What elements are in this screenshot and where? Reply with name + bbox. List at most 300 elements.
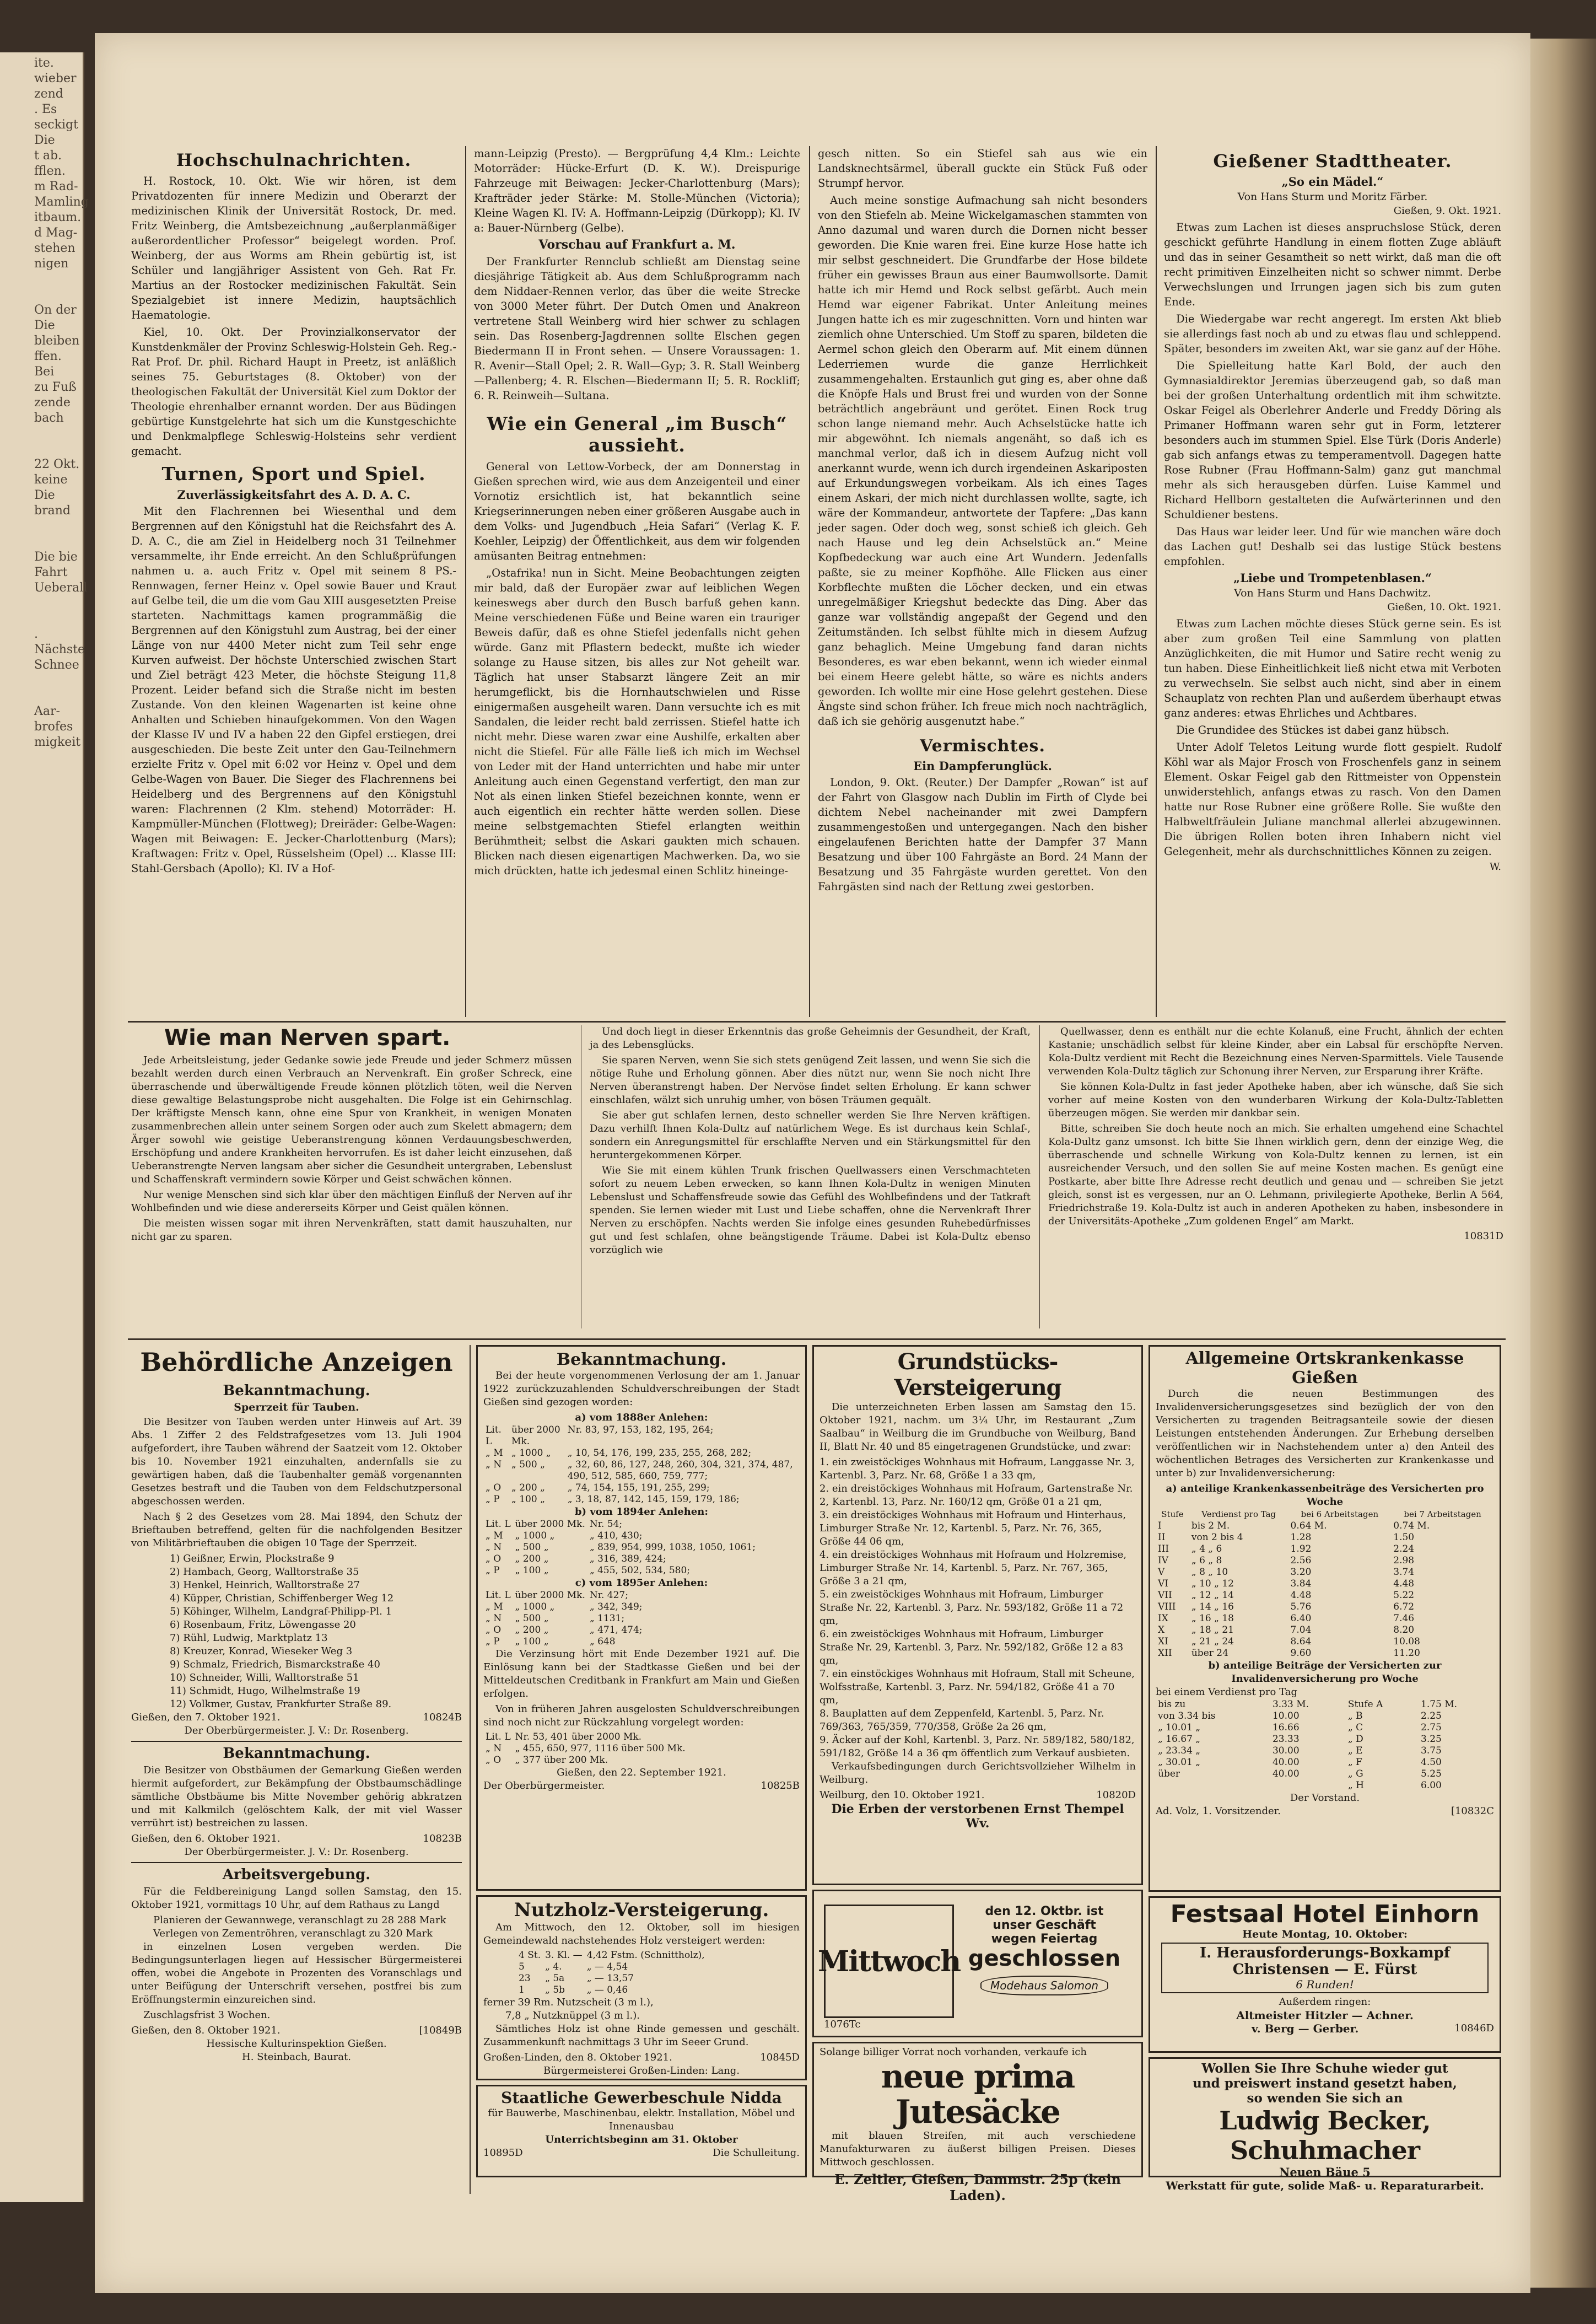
- table-row: [1156, 1624, 1494, 1636]
- list-item: 5. ein zweistöckiges Wohnhaus mit Hofraum, Limburger Straße Nr. 22, Kartenbl. 3, Parz. Nr. 593/182, Größe 11 a 72 qm,: [819, 1589, 1124, 1627]
- notice-date: Gießen, den 6. Oktober 1921.: [131, 1833, 281, 1844]
- table-cell: „ N: [486, 1743, 502, 1754]
- table-cell: Nr. 427;: [589, 1590, 628, 1601]
- headline-turnen-sport: Turnen, Sport und Spiel.: [161, 463, 426, 485]
- subheadline: Zuverlässigkeitsfahrt des A. D. A. C.: [177, 488, 411, 502]
- table-cell: 0.64 M.: [1290, 1520, 1327, 1531]
- timber-line: ferner 39 Rm. Nutzscheit (3 m l.),: [483, 1997, 654, 2008]
- table-cell: „ P: [486, 1494, 500, 1505]
- table-cell: „ 4 „ 6: [1191, 1543, 1222, 1554]
- table-cell: „ 100 „: [511, 1494, 545, 1505]
- table-cell: bis zu: [1158, 1699, 1186, 1710]
- table-cell: 2.98: [1393, 1555, 1415, 1566]
- table-header-cell: bei 6 Arbeitstagen: [1301, 1509, 1379, 1519]
- ad-code: 10846D: [1454, 2022, 1494, 2034]
- table-cell: „ N: [486, 1459, 502, 1470]
- notice-signature: Der Oberbürgermeister. J. V.: Dr. Rosenberg.: [184, 1846, 409, 1858]
- ad-signature: Die Erben der verstorbenen Ernst Thempel Wv.: [831, 1802, 1124, 1831]
- table-cell: von 2 bis 4: [1191, 1532, 1243, 1543]
- article-paragraph: Die Spielleitung hatte Karl Bold, der auch den Gymnasialdirektor Jeremias überzeugend gab, so daß man bei der großen Unterhaltung ordentlich mit ihm schwitzte. Oskar Feigel als Oberlehrer Anderle und Freddy Döring als Primaner Hoffmann waren sehr gut in Form, letzterer besonders auch im stummen Spiel. Else Türk (Doris Anderle) gab sich anfangs etwas zu temperamentvoll. Dagegen hatte Rose Rubner (Frau Hoffmann-Salm) ganz gut manchmal mehr als sich herausgeben dürfen. Luise Kammel und Richard Hellborn gestalteten die Aufwärterinnen und den Schuldiener bestens.: [1164, 359, 1501, 521]
- table-cell: 2.75: [1421, 1722, 1442, 1733]
- article-paragraph: mann-Leipzig (Presto). — Bergprüfung 4,4 Klm.: Leichte Motorräder: Hücke-Erfurt (D. K. W.). Dreispurige Fahrzeuge mit Beiwagen: Jecker-Charlottenburg (Mars); Krafträder jeder Stärke: M. Stolle-München (Victoria); Kleine Wagen Kl. IV: A. Hoffmann-Leipzig (Dürkopp); Kl. IV a: Bauer-Nürnberg (Gelbe).: [474, 147, 800, 234]
- ad-title: neue prima Jutesäcke: [881, 2058, 1075, 2131]
- ad-title: Ludwig Becker, Schuhmacher: [1219, 2106, 1431, 2165]
- table-cell: „ 14 „ 16: [1191, 1601, 1234, 1612]
- table-cell: 40.00: [1272, 1768, 1300, 1779]
- column-rule: [465, 146, 466, 1017]
- ad-footer: [483, 2147, 800, 2160]
- table-cell: Nr. 53, 401 über 2000 Mk.: [515, 1731, 642, 1742]
- series-heading: c) vom 1895er Anlehen:: [575, 1577, 708, 1589]
- table-cell: Nr. 83, 97, 153, 182, 195, 264;: [567, 1424, 714, 1435]
- article-paragraph: „Ostafrika! nun in Sicht. Meine Beobachtungen zeigten mir bald, daß der Europäer zwar auf leiblichen Wegen keineswegs aber durch den Busch barfuß gehen kann. Meine verschiedenen Füße und Beine waren ein trauriger Beweis dafür, daß es ohne Stiefel jedenfalls nicht gehen würde. Ganz mit Pflastern bedeckt, mußte ich wieder solange zu Hause sitzen, bis alles zur Not geheilt war. Täglich hat unser Stabsarzt längere Zeit an mir herumgeflickt, bis die Hornhautschwielen und Risse einigermaßen ausgeheilt waren. Dann versuchte ich es mit Sandalen, die leider recht bald zerrissen. Stiefel hatte ich nicht mehr. Diese waren zwar eine Aushilfe, erkalten aber nicht die Stiefel. Für alle Fälle ließ ich mich im Wechsel von Leder mit der Hand unterrichten und habe mir unter Anleitung auch einen Gegenstand verfertigt, den man zur Not als einen linken Stiefel bezeichnen konnte, wenn er auch eigentlich ein rechter hätte werden sollen. Diese meine selbstgemachten Stiefel erlangten weithin Berühmtheit; selbst die Askari gaukten mich schauen. Blicken nach diesen eigenartigen Machwerken. Da, wo sie mich drückten, hatte ich jedesmal einen Schlitz hineinge-: [474, 567, 800, 877]
- section-rule: [128, 1021, 1506, 1023]
- mittwoch-frame: [817, 1905, 961, 2018]
- article-paragraph: Mit den Flachrennen bei Wiesenthal und dem Bergrennen auf den Königstuhl hat die Reichsfahrt des A. D. A. C., die am Ziel in Heidelberg noch 31 Teilnehmer versammelte, ihr Ende erreicht. An den Schlußprüfungen nahmen u. a. auch Fritz v. Opel mit seinem 8 PS.-Rennwagen, ferner Heinz v. Opel sowie Bauer und Kraut auf Gelbe teil, die um die vom Gau XIII ausgesetzten Preise starteten. Nachmittags kamen programmäßig die Bergrennen auf den Königstuhl zum Austrag, bei der einer Länge von nur 4400 Meter nicht zum Teil sehr enge Kurven aufweist. Der höchste Unterschied zwischen Start und Ziel beträgt 423 Meter, die höchste Steigung 11,8 Prozent. Leider befand sich die Straße nicht im besten Zustande. Von den kleinen Wagenarten ist keine ohne Anhalten und Schieben hinaufgekommen. Von den Wagen der Klasse IV und IV a haben 22 den Gipfel erstiegen, drei ausgeschieden. Die beste Zeit unter den Gau-Teilnehmern erzielte Fritz v. Opel mit 6:02 vor Heinz v. Opel und dem Gelbe-Wagen von Bauer. Die Sieger des Flachrennens bei Heidelberg und des Bergrennens auf den Königstuhl waren: Flachrennen (2 Klm. stehend) Motorräder: H. Kampmüller-München (Flottweg); Dreiräder: Gelbe-Wagen: Wagen mit Beiwagen: E. Jecker-Charlottenburg (Mars); Kraftwagen: Fritz v. Opel, Rüsselsheim (Opel) ... Klasse III: Stahl-Gersbach (Apollo); Kl. IV a Hof-: [131, 505, 456, 875]
- notice-date: Großen-Linden, den 8. Oktober 1921.: [483, 2052, 672, 2063]
- table-cell: Lit. L: [486, 1731, 511, 1742]
- table-heading: bei einem Verdienst pro Tag: [1156, 1686, 1297, 1698]
- notice-footer: [483, 1779, 800, 1793]
- table-row: [1156, 1543, 1494, 1555]
- ad-text: für Bauwerbe, Maschinenbau, elektr. Installation, Möbel und Innenausbau: [488, 2107, 795, 2132]
- table-row: [516, 1950, 707, 1961]
- table-heading: b) anteilige Beiträge der Versicherten zur Invalidenversicherung pro Woche: [1208, 1660, 1442, 1685]
- table-cell: „ O: [486, 1553, 502, 1564]
- table-cell: über: [1158, 1768, 1180, 1779]
- ad-line: wegen Feiertag: [991, 1932, 1098, 1946]
- event-line: Christensen — E. Fürst: [1232, 1961, 1417, 1978]
- table-cell: III: [1158, 1543, 1169, 1554]
- table-cell: XI: [1158, 1636, 1168, 1647]
- table-row: [1156, 1768, 1494, 1780]
- table-row: [483, 1448, 800, 1459]
- section-title: Behördliche Anzeigen: [140, 1347, 453, 1377]
- notice-heading: Arbeitsvergebung.: [222, 1866, 371, 1883]
- column-1: [131, 146, 456, 1017]
- notice-code: 10825B: [761, 1780, 800, 1792]
- ad-line: geschlossen: [968, 1946, 1121, 1971]
- table-row: [1156, 1578, 1494, 1590]
- article-paragraph: Auch meine sonstige Aufmachung sah nicht besonders von den Stiefeln ab. Meine Wickelgamaschen stammten von Anno dazumal und waren durch die Dornen nicht besser geworden. Die Knie waren frei. Eine kurze Hose hatte ich mir selbst geschneidert. Die Grundfarbe der Hose bildete früher ein gewisses Braun aus einer Baumwollsorte. Damit hatte ich mir Hemd und Rock selbst gefärbt. Auch mein Hemd war eigener Fabrikat. Unter Anleitung meines Jungen hatte ich es mir zugeschnitten. Vorn und hinten war ziemlich ohne Unterschied. Um Stoff zu sparen, bildeten die Aermel schon gleich den Oberarm auf. Mit einem dünnen Lederriemen wurde die ganze Herrlichkeit zusammengehalten. Erstaunlich gut ging es, aber ohne daß die Knöpfe Hals und Brust frei und wurden von der Sonne beträchtlich angebräunt und gerötet. Einen Rock trug schon lange niemand mehr. Auch Achselstücke hatte ich mir abgewöhnt. Ich niemals angenäht, so daß ich es manchmal verlor, daß ich in diesem Aufzug nicht voll anerkannt wurde, wenn ich durch irgendeinen Askariposten auf Erkundungswegen vorbeikam. Als ich eines Tages einem Askari, der mich nicht durchlassen wollte, sagte, ich wäre der Kommandeur, antwortete der Tapfere: „Das kann jeder sagen. Oder doch weg, sonst schieß ich gleich. Geh nach Hause und leg dein Achselstück an.“ Meine Kopfbedeckung war auch eine Art Wundern. Jedenfalls paßte, sie zu meiner Kopfhöhe. Alle Flicken aus einer Korbflechte mußten die Löcher decken, und ein etwas unregelmäßiger Kriegshut bedeckte das Ding. Aber das ganze war vollständig angepaßt der Gegend und den Zeitumständen. Ich selbst fühlte mich in diesem Aufzug ganz behaglich. Meine Umgebung fand daran nichts Besonderes, es war eben bekannt, wenn ich wieder einmal bei einem Heere gelebt hätte, so wäre es nichts anders geworden. Ich wollte mir eine Hose gelehrt gestehen. Diese Ängste sind schon früher. Ich freue mich noch nachträglich, daß ich sie gehörig ausgenutzt habe.“: [818, 194, 1147, 728]
- notice-paragraph: Für die Feldbereinigung Langd sollen Samstag, den 15. Oktober 1921, vormittags 10 Uhr, auf dem Rathaus zu Langd: [131, 1886, 462, 1911]
- notice-paragraph: Am Mittwoch, den 12. Oktober, soll im hiesigen Gemeindewald nachstehendes Holz versteigert werden:: [483, 1922, 800, 1946]
- table-cell: „ 200 „: [515, 1624, 549, 1636]
- table-cell: „ F: [1347, 1757, 1362, 1768]
- article-paragraph: Unter Adolf Teletos Leitung wurde flott gespielt. Rudolf Köhl war als Major Frosch von Froschenfels ganz in seinem Element. Oskar Feigel gab den Rittmeister von Oppenstein unwiderstehlich, anfangs etwas zu rasch. Von den Damen hatte nur Rose Rubner eine größere Rolle. Sie wußte den Halbweltfräulein Juliane manchmal allerlei abzugewinnen. Die übrigen Rollen boten ihren Inhabern nicht viel Gelegenheit, mehr als durchschnittliches Können zu zeigen.: [1164, 741, 1501, 858]
- ad-date: Heute Montag, 10. Oktober:: [1242, 1928, 1408, 1940]
- table-cell: Lit. L: [486, 1519, 511, 1530]
- table-cell: „ 10, 54, 176, 199, 235, 255, 268, 282;: [567, 1448, 752, 1459]
- table-header-cell: Stufe: [1161, 1509, 1184, 1519]
- article-paragraph: Kiel, 10. Okt. Der Provinzialkonservator der Kunstdenkmäler der Provinz Schleswig-Holstein Geh. Reg.-Rat Prof. Dr. phil. Richard Haupt in Preetz, ist anläßlich seines 75. Geburtstages (8. Oktober) von der theologischen Fakultät der Universität Kiel zum Doktor der Theologie ehrenhalber ernannt worden. Der aus Büdingen gebürtige Kunstgelehrte hat sich um die Kunstgeschichte und Denkmalpflege Schleswig-Holsteins sehr verdient gemacht.: [131, 326, 456, 458]
- table-cell: 1.92: [1290, 1543, 1312, 1554]
- table-cell: 3.25: [1421, 1734, 1442, 1745]
- column-rule: [1039, 1025, 1040, 1328]
- list-item: 5) Köhinger, Wilhelm, Landgraf-Philipp-Pl. 1: [170, 1606, 392, 1617]
- table-row: [483, 1530, 758, 1542]
- table-cell: „ 18 „ 21: [1191, 1624, 1234, 1636]
- notice-paragraph: Sämtliches Holz ist ohne Rinde gemessen und geschält. Zusammenkunft nachmittags 3 Uhr im Seeer Grund.: [483, 2023, 800, 2048]
- health-insurance-notice: [1149, 1345, 1501, 1892]
- column-4: [1164, 146, 1501, 1017]
- jute-sacks-ad: [812, 2042, 1143, 2203]
- table-cell: IX: [1158, 1613, 1168, 1624]
- table-cell: „ 648: [589, 1636, 616, 1647]
- column-rule: [1156, 146, 1157, 1017]
- contribution-table: [1156, 1509, 1494, 1659]
- table-cell: V: [1158, 1567, 1165, 1578]
- bond-drawing-notice: [476, 1345, 807, 1891]
- ad-code: 10895D: [483, 2147, 523, 2159]
- table-cell: „ D: [1347, 1734, 1363, 1745]
- table-row: [483, 1601, 645, 1613]
- pigeon-owner-list: [131, 1552, 462, 1711]
- table-cell: „ 100 „: [515, 1565, 549, 1576]
- notice-footer: [131, 1832, 462, 1846]
- table-cell: 3.74: [1393, 1567, 1415, 1578]
- notice-heading: Bekanntmachung.: [223, 1745, 370, 1762]
- table-cell: „ O: [486, 1624, 502, 1636]
- table-cell: 6.00: [1421, 1780, 1442, 1791]
- table-row: [483, 1636, 645, 1648]
- table-cell: „ M: [486, 1530, 503, 1541]
- bond-table-1888: [483, 1424, 800, 1505]
- table-cell: Lit. L: [486, 1424, 502, 1447]
- ad-line: so wenden Sie sich an: [1247, 2091, 1403, 2106]
- table-cell: 7.46: [1393, 1613, 1415, 1624]
- table-heading: a) anteilige Krankenkassenbeiträge des Versicherten pro Woche: [1166, 1483, 1484, 1508]
- table-cell: 4,42 Fstm. (Schnittholz),: [586, 1950, 705, 1961]
- table-cell: 3.75: [1421, 1745, 1442, 1756]
- property-auction-ad: [812, 1345, 1143, 1885]
- table-cell: „ O: [486, 1482, 502, 1493]
- article-paragraph: Etwas zum Lachen möchte dieses Stück gerne sein. Es ist aber zum großen Teil eine Sammlung von platten Anzüglichkeiten, die mit Humor und Satire recht wenig zu tun haben. Diese Einheitlichkeit ließ nicht etwa mit Verboten zu verwechseln. Sie selbst auch nicht, sind aber in einem Schauplatz von rechten Plan und außerdem überhaupt etwas ganz anderes: etwas Ehrliches und Achtbares.: [1164, 617, 1501, 719]
- notice-code: 10845D: [760, 2052, 800, 2063]
- table-row: [1156, 1567, 1494, 1578]
- table-cell: „ — 13,57: [586, 1973, 634, 1984]
- kola-column-3: [1048, 1025, 1503, 1245]
- table-cell: „ O: [486, 1755, 502, 1766]
- table-row: [483, 1624, 645, 1636]
- list-item: 7) Rühl, Ludwig, Marktplatz 13: [170, 1632, 328, 1644]
- table-cell: 23: [519, 1973, 531, 1984]
- table-cell: 4.48: [1393, 1578, 1415, 1589]
- table-cell: 7.04: [1290, 1624, 1312, 1636]
- mittwoch-text: [962, 1905, 1127, 1995]
- table-row: [1156, 1590, 1494, 1601]
- table-cell: Lit. L: [486, 1590, 511, 1601]
- table-cell: „ 1000 „: [515, 1530, 555, 1541]
- table-cell: 2.25: [1421, 1710, 1442, 1722]
- table-cell: „ 21 „ 24: [1191, 1636, 1234, 1647]
- list-item: 6. ein zweistöckiges Wohnhaus mit Hofraum, Limburger Straße Nr. 29, Kartenbl. 3, Parz. Nr. 592/182, Größe 12 a 83 qm,: [819, 1628, 1124, 1666]
- ad-text: Solange billiger Vorrat noch vorhanden, verkaufe ich: [819, 2046, 1087, 2058]
- work-items: [131, 1914, 462, 1940]
- page-edge: [1530, 39, 1596, 2288]
- ad-paragraph: Und doch liegt in dieser Erkenntnis das große Geheimnis der Gesundheit, der Kraft, ja des Lebensglücks.: [590, 1026, 1031, 1051]
- table-cell: 1.50: [1393, 1532, 1415, 1543]
- ad-paragraph: Sie können Kola-Dultz in fast jeder Apotheke haben, aber ich wünsche, daß Sie sich vorher auf meine Kosten von den wunderbaren Wirkung der Kola-Dultz-Tabletten überzeugen mögen. Sie werden mir dankbar sein.: [1048, 1081, 1503, 1119]
- table-cell: „ 500 „: [511, 1459, 545, 1470]
- modehaus-closed-ad: [812, 1890, 1143, 2037]
- table-cell: „ 500 „: [515, 1613, 549, 1624]
- table-cell: „ H: [1347, 1780, 1364, 1791]
- notice-code: 10823B: [423, 1833, 462, 1844]
- boxing-event-ad: [1149, 1896, 1501, 2053]
- table-cell: 16.66: [1272, 1722, 1300, 1733]
- byline: Von Hans Sturm und Hans Dachwitz.: [1234, 587, 1431, 599]
- table-cell: „ 74, 154, 155, 191, 255, 299;: [567, 1482, 710, 1493]
- table-cell: „ 3, 18, 87, 142, 145, 159, 179, 186;: [567, 1494, 740, 1505]
- behoerdliche-anzeigen: [131, 1345, 462, 2194]
- table-cell: 5.22: [1393, 1590, 1415, 1601]
- ad-paragraph: Verkaufsbedingungen durch Gerichtsvollzieher Wilhelm in Weilburg.: [819, 1761, 1136, 1785]
- table-cell: 5.76: [1290, 1601, 1312, 1612]
- table-cell: „ 23.34 „: [1158, 1745, 1201, 1756]
- table-cell: 10.00: [1272, 1710, 1300, 1722]
- table-cell: „ 12 „ 14: [1191, 1590, 1234, 1601]
- table-row: [483, 1459, 800, 1482]
- dateline: Gießen, 10. Okt. 1921.: [1387, 601, 1501, 613]
- list-item: 1) Geißner, Erwin, Plockstraße 9: [170, 1553, 335, 1564]
- article-paragraph: Der Frankfurter Rennclub schließt am Dienstag seine diesjährige Tätigkeit ab. Aus dem Schlußprogramm nach dem Niddaer-Rennen verlor, das über die weite Strecke von 3000 Meter führt. Der Dutch Omen und Anakreon vertretene Stall Weinberg wird hier schwer zu schlagen sein. Das Rosenberg-Jagdrennen sollte Elschen gegen Biedermann II in Front sehen. — Unsere Voraussagen: 1. R. Avenir—Stall Opel; 2. R. Wall—Gyp; 3. R. Stall Weinberg—Pallenberg; 4. R. Elschen—Biedermann II; 5. R. Rockliff; 6. R. Reinweih—Sultana.: [474, 255, 800, 402]
- kola-headline: Wie man Nerven spart.: [164, 1025, 451, 1051]
- ad-paragraph: mit blauen Streifen, mit auch verschiedene Manufakturwaren zu äußerst billigen Preisen. Dieses Mittwoch geschlossen.: [819, 2130, 1136, 2168]
- notice-paragraph: Nach § 2 des Gesetzes vom 28. Mai 1894, den Schutz der Brieftauben betreffend, gelten für die nachfolgenden Besitzer von Militärbrieftauben die obigen 10 Tage der Sperrzeit.: [131, 1511, 462, 1549]
- table-cell: „ 100 „: [515, 1636, 549, 1647]
- play-title: „Liebe und Trompetenblasen.“: [1233, 571, 1432, 585]
- table-cell: „ 839, 954, 999, 1038, 1050, 1061;: [589, 1542, 756, 1553]
- table-cell: 8.20: [1393, 1624, 1415, 1636]
- signature: W.: [1489, 861, 1501, 873]
- table-cell: 2.56: [1290, 1555, 1312, 1566]
- event-line: Altmeister Hitzler — Achner.: [1236, 2009, 1414, 2022]
- notice-signature: Hessische Kulturinspektion Gießen.: [206, 2038, 387, 2049]
- list-item: 12) Volkmer, Gustav, Frankfurter Straße 89.: [170, 1698, 392, 1710]
- table-row: [483, 1731, 688, 1743]
- shoemaker-ad: [1149, 2057, 1501, 2192]
- table-header-cell: Verdienst pro Tag: [1201, 1509, 1276, 1519]
- ad-paragraph: Bitte, schreiben Sie doch heute noch an mich. Sie erhalten umgehend eine Schachtel Kola-Dultz ganz umsonst. Ich bitte Sie Ihnen wirklich gern, denn der einzige Weg, die überraschende und schnelle Wirkung von Kola-Dultz kennen zu lernen, ist ein ausreichender Versuch, und den sollen Sie auf meine Kosten machen. Es genügt eine Postkarte, aber bitte Ihre Adresse recht deutlich und genau und — schreiben Sie jetzt gleich, sonst ist es vergessen, nur an O. Lehmann, privilegierte Apotheke, Berlin A 564, Friedrichstraße 19. Kola-Dultz ist auch in anderen Apotheken zu haben, insbesondere in der Universitäts-Apotheke „Zum goldenen Engel“ am Markt.: [1048, 1123, 1503, 1227]
- table-row: [483, 1590, 645, 1601]
- table-cell: „ 471, 474;: [589, 1624, 643, 1636]
- table-cell: 23.33: [1272, 1734, 1300, 1745]
- table-cell: „ M: [486, 1601, 503, 1612]
- byline: Von Hans Sturm und Moritz Färber.: [1237, 191, 1428, 203]
- table-row: [1156, 1699, 1494, 1710]
- table-cell: „ — 4,54: [586, 1961, 628, 1972]
- notice-signature: Ad. Volz, 1. Vorsitzender.: [1156, 1805, 1281, 1817]
- table-row: [516, 1961, 707, 1973]
- table-cell: „ E: [1347, 1745, 1363, 1756]
- notice-paragraph: Bei der heute vorgenommenen Verlosung der am 1. Januar 1922 zurückzuzahlenden Schuldverschreibungen der Stadt Gießen sind gezogen worden:: [483, 1370, 800, 1408]
- notice-code: [10849B: [419, 2025, 462, 2036]
- table-cell: 4.50: [1421, 1757, 1442, 1768]
- table-cell: 2.24: [1393, 1543, 1415, 1554]
- table-cell: „ 410, 430;: [589, 1530, 643, 1541]
- table-header-cell: bei 7 Arbeitstagen: [1404, 1509, 1481, 1519]
- notice-date: Gießen, den 8. Oktober 1921.: [131, 2025, 281, 2036]
- ad-line: und preiswert instand gesetzt haben,: [1193, 2076, 1457, 2091]
- list-item: 4) Küpper, Christian, Schiffenberger Weg 12: [170, 1593, 394, 1604]
- article-paragraph: H. Rostock, 10. Okt. Wie wir hören, ist dem Privatdozenten für innere Medizin und Oberarzt der medizinischen Klinik der Universität Rostock, Dr. med. Fritz Weinberg, die Amtsbezeichnung „außerplanmäßiger außerordentlicher Professor“ beigelegt worden. Prof. Weinberg, der aus Worms am Rhein gebürtig ist, ist Schüler und langjähriger Assistent von Geh. Rat Fr. Martius an der Rostocker medizinischen Fakultät. Sein Spezialgebiet ist innere Medizin, hauptsächlich Haematologie.: [131, 175, 456, 321]
- bond-table-outstanding: [483, 1731, 688, 1766]
- table-row: [1156, 1555, 1494, 1567]
- ad-big-word: Mittwoch: [817, 1944, 961, 1978]
- table-cell: IV: [1158, 1555, 1168, 1566]
- table-row: [1156, 1722, 1494, 1734]
- list-item: 4. ein dreistöckiges Wohnhaus mit Hofraum und Holzremise, Limburger Straße Nr. 14, Kartenbl. 5, Parz. Nr. 767, 365, Größe 3 a 21 qm,: [819, 1549, 1127, 1587]
- table-cell: 3.84: [1290, 1578, 1312, 1589]
- table-cell: „ 8 „ 10: [1191, 1567, 1228, 1578]
- notice-paragraph: in einzelnen Losen vergeben werden. Die Bedingungsunterlagen liegen auf Hessischer Bürgermeisterei offen, wobei die Angebote in Prozenten des Voranschlags und unter Beifügung der Unterschrift versehen, postfrei bis zum Eröffnungstermin einzureichen sind.: [131, 1941, 462, 2005]
- table-cell: 6.40: [1290, 1613, 1312, 1624]
- bond-table-1894: [483, 1519, 758, 1577]
- table-cell: „ 10.01 „: [1158, 1722, 1201, 1733]
- table-row: [1156, 1745, 1494, 1757]
- ad-paragraph: Sie sparen Nerven, wenn Sie sich stets genügend Zeit lassen, und wenn Sie sich die nötige Ruhe und Erholung gönnen. Aber dies nützt nur, wenn Sie noch nicht Ihre Nerven überanstrengt haben. Der Nervöse findet selten Erholung. Er kann schwer einschlafen, wälzt sich unruhig umher, von bösen Träumen gequält.: [590, 1055, 1031, 1106]
- ad-text: Unterrichtsbeginn am 31. Oktober: [545, 2134, 738, 2145]
- table-cell: „ 5b: [545, 1984, 565, 1995]
- table-row: [483, 1424, 800, 1448]
- event-line: I. Herausforderungs-Boxkampf: [1199, 1945, 1451, 1961]
- newspaper-page: [95, 33, 1530, 2293]
- column-rule: [470, 1345, 471, 2194]
- table-cell: „ 342, 349;: [589, 1601, 643, 1612]
- list-item: 3) Henkel, Heinrich, Walltorstraße 27: [170, 1579, 360, 1591]
- article-paragraph: Etwas zum Lachen ist dieses anspruchslose Stück, deren geschickt geführte Handlung in einem flotten Zuge abläuft und das in seiner Gesamtheit so nett wirkt, daß man die oft recht primitiven Einzelheiten nicht so schwer nimmt. Derbe Verwechslungen und Irrungen jagen sich bis zum guten Ende.: [1164, 221, 1501, 308]
- brand-logo: Modehaus Salomon: [980, 1976, 1108, 1995]
- table-row: [483, 1743, 688, 1755]
- notice-signature: H. Steinbach, Baurat.: [242, 2051, 351, 2063]
- ad-signature: Die Schulleitung.: [713, 2147, 800, 2159]
- table-cell: „ 16 „ 18: [1191, 1613, 1234, 1624]
- notice-paragraph: Von in früheren Jahren ausgelosten Schuldverschreibungen sind noch nicht zur Rückzahlung vorgelegt worden:: [483, 1703, 800, 1728]
- notice-footer: [131, 2024, 462, 2037]
- table-cell: „ N: [486, 1542, 502, 1553]
- table-row: [516, 1984, 707, 1996]
- table-cell: 8.64: [1290, 1636, 1312, 1647]
- table-row: [1156, 1601, 1494, 1613]
- table-cell: 0.74 M.: [1393, 1520, 1430, 1531]
- table-cell: 1.28: [1290, 1532, 1312, 1543]
- table-cell: [1156, 1780, 1270, 1792]
- list-item: Verlegen von Zementröhren, veranschlagt zu 320 Mark: [153, 1928, 433, 1939]
- subheadline: Ein Dampferunglück.: [913, 759, 1052, 773]
- ad-line: Werkstatt für gute, solide Maß- u. Reparaturarbeit.: [1166, 2179, 1484, 2192]
- ad-paragraph: Jede Arbeitsleistung, jeder Gedanke sowie jede Freude und jeder Schmerz müssen bezahlt werden durch einen Verbrauch an Nervenkraft. Ein großer Schreck, eine überraschende und überwältigende Freude können plötzlich töten, weil die Nerven diese gewaltige Belastungsprobe nicht ausgehalten. Die Folge ist ein Gehirnschlag. Der kräftigste Mensch kann, ohne eine Spur von Krankheit, in wenigen Monaten zusammenbrechen allein unter seinem Sorgen oder auch zum Skelett abmagern; dem Ärger sowohl wie geistige Ueberanstrengung können Verdauungsbeschwerden, Erschöpfung und andere Krankheiten hervorrufen. Es ist daher leicht einzusehen, daß Ueberanstrengte Nerven langsam aber sicher die Gesundheit untergraben, Lebenslust und Schaffenskraft vermindern sowie Körper und Geist schwächen können.: [131, 1055, 572, 1185]
- table-cell: „ P: [486, 1636, 500, 1647]
- table-cell: über 2000 Mk.: [515, 1519, 585, 1530]
- table-cell: II: [1158, 1532, 1166, 1543]
- series-heading: b) vom 1894er Anlehen:: [574, 1506, 709, 1518]
- table-cell: „ M: [486, 1448, 503, 1459]
- table-cell: „ 455, 650, 977, 1116 über 500 Mk.: [515, 1743, 686, 1754]
- table-row: [483, 1553, 758, 1565]
- table-cell: „ N: [486, 1613, 502, 1624]
- ad-paragraph: Wie Sie mit einem kühlen Trunk frischen Quellwassers einen Verschmachteten sofort zu neuem Leben erwecken, so kann Ihnen Kola-Dultz in wenigen Minuten Lebenslust und Schaffensfreude sowie das Gefühl des Wohlbefindens und der Tatkraft spenden. Sie lernen wieder mit Lust und Liebe schaffen, ohne die Nervenkraft Ihrer Nerven zu erschöpfen. Nachts werden Sie infolge eines gesunden Ruhebedürfnisses gut und fest schlafen, ohne beängstigende Träume. Dabei ist Kola-Dultz ebenso vorzüglich wie: [590, 1165, 1031, 1256]
- ad-code: 10831D: [1464, 1230, 1503, 1242]
- table-cell: „ — 0,46: [586, 1984, 628, 1995]
- table-cell: „ 316, 389, 424;: [589, 1553, 666, 1564]
- headline-vorschau: Vorschau auf Frankfurt a. M.: [538, 238, 736, 252]
- notice-date: Gießen, den 7. Oktober 1921.: [131, 1712, 281, 1723]
- ad-line: unser Geschäft: [993, 1918, 1096, 1932]
- kola-column-1: [131, 1025, 572, 1246]
- play-title: „So ein Mädel.“: [1281, 175, 1384, 189]
- table-cell: 3.20: [1290, 1567, 1312, 1578]
- article-paragraph: gesch nitten. So ein Stiefel sah aus wie ein Landsknechtsärmel, überall guckte ein Stück Fuß oder Strumpf hervor.: [818, 147, 1147, 190]
- table-cell: „ P: [486, 1565, 500, 1576]
- table-cell: 4 St.: [519, 1950, 541, 1961]
- notice-code: 10824B: [423, 1712, 462, 1723]
- timber-table: [516, 1950, 707, 1996]
- article-paragraph: General von Lettow-Vorbeck, der am Donnerstag in Gießen sprechen wird, wie aus dem Anzeigenteil und einer Vornotiz ersichtlich ist, hat bekanntlich seine Kriegserinnerungen neben einer größeren Ausgabe auch in dem Volks- und Jugendbuch „Heia Safari“ (Verlag K. F. Koehler, Leipzig) der Öffentlichkeit, aus dem wir folgenden amüsanten Beitrag entnehmen:: [474, 460, 800, 562]
- notice-paragraph: Zuschlagsfrist 3 Wochen.: [143, 2009, 271, 2021]
- list-item: 8) Kreuzer, Konrad, Wieseker Weg 3: [170, 1645, 353, 1657]
- table-row: [483, 1494, 800, 1505]
- table-cell: VIII: [1158, 1601, 1176, 1612]
- left-page-fragment: [0, 52, 89, 2202]
- ad-paragraph: Die unterzeichneten Erben lassen am Samstag den 15. Oktober 1921, nachm. um 3¼ Uhr, im Restaurant „Zum Saalbau“ in Weilburg die im Grundbuche von Weilburg, Band II, Blatt Nr. 40 und 85 eingetragenen Grundstücke, und zwar:: [819, 1401, 1136, 1452]
- event-line: Außerdem ringen:: [1279, 1996, 1371, 2008]
- table-cell: 3.33 M.: [1272, 1699, 1309, 1710]
- ad-code: 10820D: [1096, 1789, 1136, 1801]
- table-row: [1156, 1757, 1494, 1768]
- column-2: [474, 146, 800, 1017]
- table-cell: „ 5a: [545, 1973, 565, 1984]
- notice-heading: Allgemeine Ortskrankenkasse Gießen: [1185, 1349, 1464, 1387]
- notice-paragraph: Die Verzinsung hört mit Ende Dezember 1921 auf. Die Einlösung kann bei der Stadtkasse Gießen und bei der Mitteldeutschen Creditbank in Frankfurt am Main und Gießen erfolgen.: [483, 1648, 800, 1699]
- table-cell: „ 1000 „: [511, 1448, 551, 1459]
- table-cell: „ 1131;: [589, 1613, 625, 1624]
- table-row: [1156, 1520, 1494, 1532]
- table-row: [483, 1613, 645, 1624]
- ad-paragraph: Die meisten wissen sogar mit ihren Nervenkräften, statt damit hauszuhalten, nur nicht gar zu sparen.: [131, 1218, 572, 1242]
- ad-address: Neuen Bäue 5: [1279, 2165, 1371, 2179]
- ad-title: Staatliche Gewerbeschule Nidda: [501, 2089, 782, 2107]
- notice-paragraph: Die Besitzer von Obstbäumen der Gemarkung Gießen werden hiermit aufgefordert, zur Bekämpfung der Obstbaumschädlinge sämtliche Obstbäume bis Mitte November gehörig abkratzen und mit Kalkmilch (gelöschtem Kalk, der mit viel Wasser verrührt ist) bestreichen zu lassen.: [131, 1764, 462, 1829]
- table-cell: VII: [1158, 1590, 1172, 1601]
- table-cell: 9.60: [1290, 1648, 1312, 1659]
- column-rule: [809, 146, 810, 1017]
- table-header-row: [1156, 1509, 1494, 1520]
- notice-footer: [131, 1711, 462, 1724]
- notice-signature: Der Oberbürgermeister. J. V.: Dr. Rosenberg.: [184, 1725, 409, 1736]
- table-cell: „ 200 „: [515, 1553, 549, 1564]
- table-cell: 4.48: [1290, 1590, 1312, 1601]
- table-cell: „ 4.: [545, 1961, 562, 1972]
- ad-title: Grundstücks-Versteigerung: [894, 1349, 1061, 1401]
- series-heading: a) vom 1888er Anlehen:: [575, 1412, 708, 1423]
- notice-code: [10832C: [1451, 1805, 1494, 1817]
- ad-line: den 12. Oktbr. ist: [985, 1905, 1104, 1918]
- notice-signature: Der Oberbürgermeister.: [483, 1780, 605, 1792]
- ad-paragraph: Quellwasser, denn es enthält nur die echte Kolanuß, eine Frucht, ähnlich der echten Kastanie; unschädlich selbst für kleine Kinder, aber ein Labsal für erschöpfte Nerven. Kola-Dultz verdient mit Recht die Bezeichnung eines Nerven-Sparmittels. Viele Tausende verwenden Kola-Dultz täglich zur Schonung ihrer Nerven, zur Ersparung ihrer Kräfte.: [1048, 1026, 1503, 1077]
- table-cell: „ 6 „ 8: [1191, 1555, 1222, 1566]
- notice-paragraph: Durch die neuen Bestimmungen des Invalidenversicherungsgesetzes sind bezüglich der von den Versicherten zu tragenden Beitragsanteile sowie der diesen Leistungen entstehenden Änderungen. Zur Erhebung derselben veröffentlichen wir in Nachstehendem unter a) den Anteil des wöchentlichen Betrages des Versicherten zur Krankenkasse und unter b) zur Invalidenversicherung:: [1156, 1388, 1494, 1479]
- ad-address: E. Zeltler, Gießen, Dammstr. 25p (kein Laden).: [834, 2171, 1121, 2203]
- section-rule: [128, 1338, 1506, 1340]
- notice-date: Gießen, den 22. September 1921.: [557, 1767, 726, 1778]
- table-cell: 5.25: [1421, 1768, 1442, 1779]
- table-row: [483, 1755, 688, 1766]
- ad-title: Festsaal Hotel Einhorn: [1170, 1900, 1480, 1928]
- notice-heading: Nutzholz-Versteigerung.: [514, 1899, 769, 1921]
- headline-general-im-busch: Wie ein General „im Busch“ aussieht.: [487, 413, 788, 456]
- headline-stadttheater: Gießener Stadttheater.: [1213, 150, 1452, 171]
